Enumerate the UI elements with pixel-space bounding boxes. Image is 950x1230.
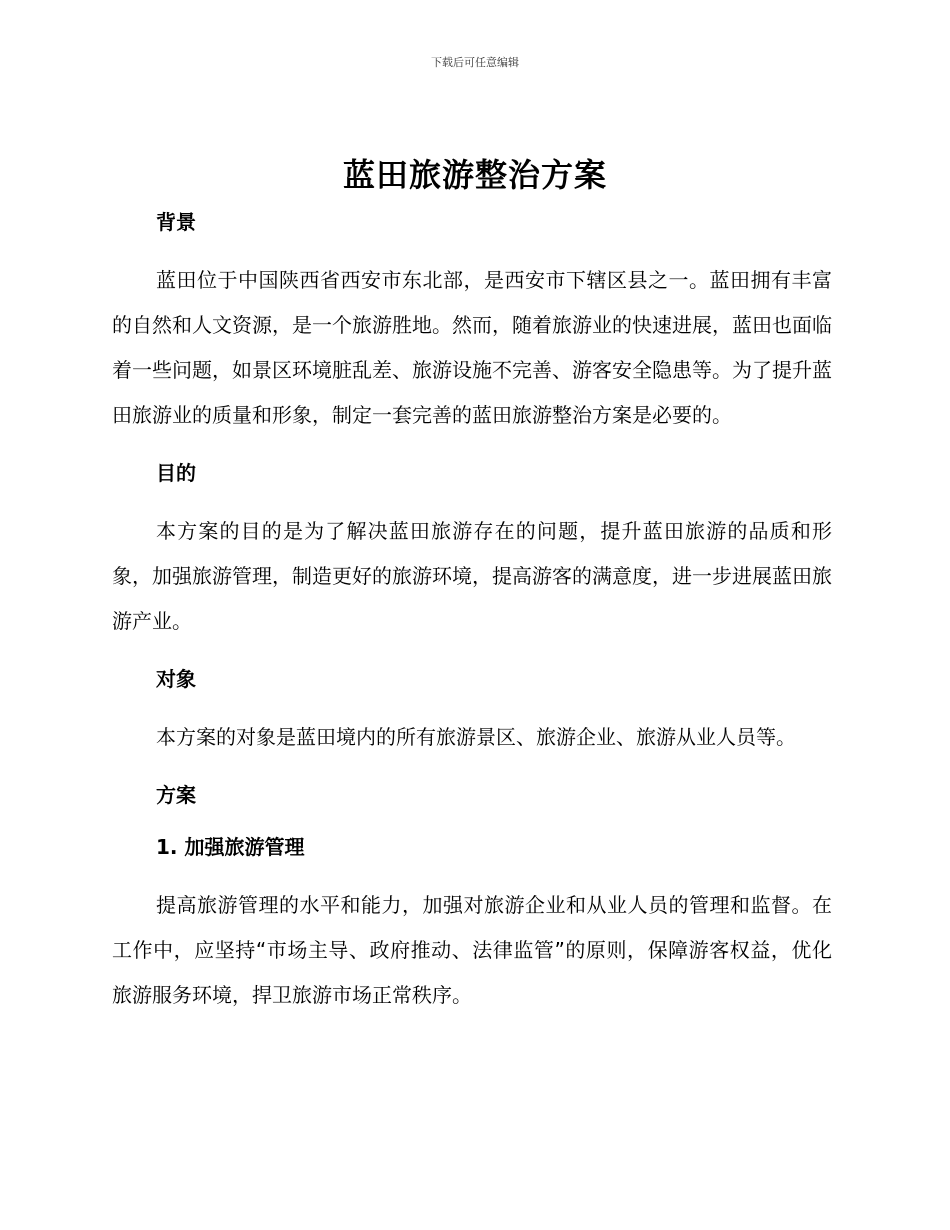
section-heading-plan: 方案 [156,783,196,807]
section-heading-purpose: 目的 [156,461,196,485]
section-text-purpose: 本方案的目的是为了解决蓝田旅游存在的问题，提升蓝田旅游的品质和形象，加强旅游管理，制造更好的旅游环境，提高游客的满意度，进一步进展蓝田旅游产业。 [112,519,832,633]
section-heading-background: 背景 [156,210,196,234]
document-title: 蓝田旅游整治方案 [342,156,607,194]
section-heading-target: 对象 [156,667,196,691]
plan-item-1-text: 提高旅游管理的水平和能力，加强对旅游企业和从业人员的管理和监督。在工作中，应坚持“市场主导、政府推动、法律监管”的原则，保障游客权益，优化旅游服务环境，捍卫旅游市场正常秩序。 [112,893,832,1007]
document-body [112,206,832,1018]
plan-item-1-heading: 1. 加强旅游管理 [156,835,305,859]
page-header-note: 下载后可任意编辑 [431,56,519,69]
section-text-background: 蓝田位于中国陕西省西安市东北部，是西安市下辖区县之一。蓝田拥有丰富的自然和人文资源，是一个旅游胜地。然而，随着旅游业的快速进展，蓝田也面临着一些问题，如景区环境脏乱差、旅游设施不完善、游客安全隐患等。为了提升蓝田旅游业的质量和形象，制定一套完善的蓝田旅游整治方案是必要的。 [112,268,832,427]
section-text-target: 本方案的对象是蓝田境内的所有旅游景区、旅游企业、旅游从业人员等。 [156,725,796,749]
